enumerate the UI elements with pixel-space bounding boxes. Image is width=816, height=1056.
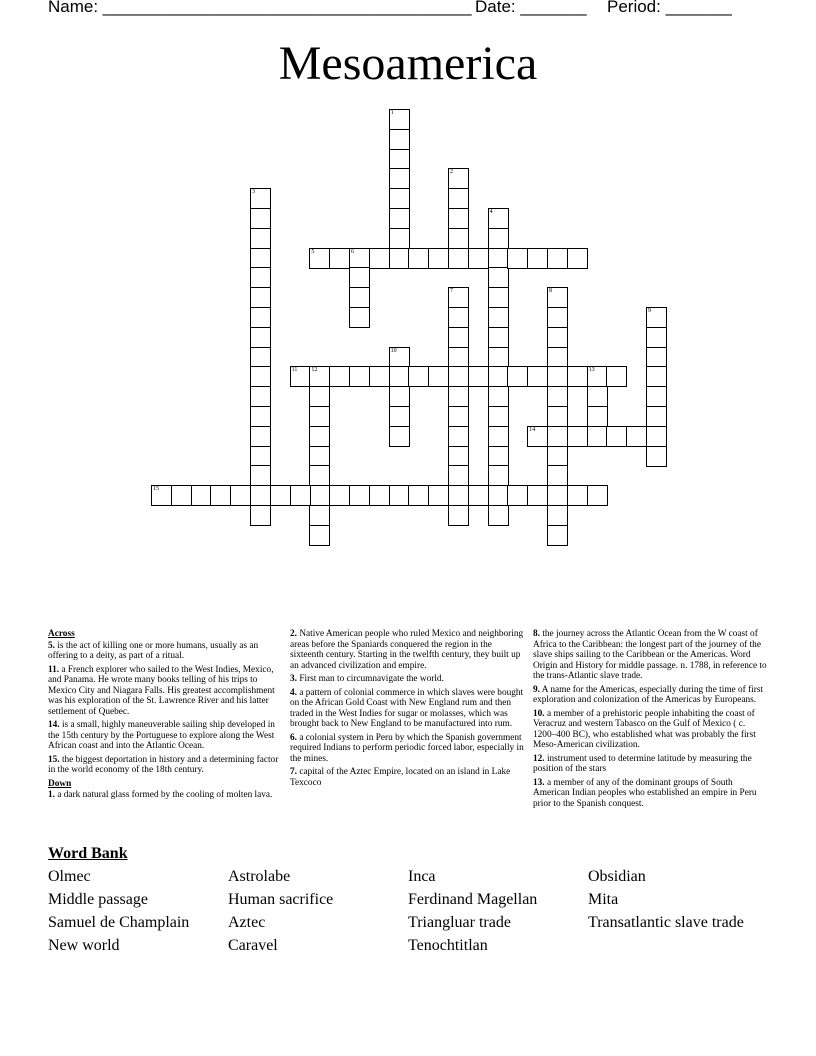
crossword-cell[interactable]: [567, 248, 588, 269]
clue-down-4: 4. a pattern of colonial commerce in which slaves were bought on the African Gold Coast with New England rum and then traded in the West Indies for sugar or molasses, which was brought back to New England to be manufactured into rum.: [290, 687, 524, 729]
crossword-cell[interactable]: [250, 228, 271, 249]
crossword-cell[interactable]: [448, 406, 469, 427]
clue-down-7: 7. capital of the Aztec Empire, located on an island in Lake Texcoco: [290, 767, 511, 788]
crossword-cell[interactable]: [448, 465, 469, 486]
crossword-cell[interactable]: [250, 406, 271, 427]
crossword-cell[interactable]: [389, 426, 410, 447]
crossword-cell[interactable]: [468, 248, 489, 269]
crossword-cell[interactable]: [646, 327, 667, 348]
crossword-cell[interactable]: [290, 485, 311, 506]
crossword-cell[interactable]: [488, 505, 509, 526]
crossword-cell[interactable]: [309, 386, 330, 407]
crossword-cell[interactable]: [448, 168, 469, 189]
crossword-cell[interactable]: [389, 406, 410, 427]
down-heading: Down: [48, 778, 72, 789]
crossword-cell[interactable]: [567, 426, 588, 447]
crossword-cell[interactable]: [527, 426, 548, 447]
crossword-cell[interactable]: [309, 248, 330, 269]
clue-across-5: 5. is the act of killing one or more humans, usually as an offering to a deity, as part of a ritual.: [48, 640, 259, 661]
crossword-cell[interactable]: [448, 188, 469, 209]
date-field-label: Date: _______: [475, 0, 587, 16]
crossword-cell[interactable]: [151, 485, 172, 506]
clues-column-1: [48, 629, 284, 804]
crossword-cell[interactable]: [448, 208, 469, 229]
word-bank-item: Astrolabe: [228, 868, 291, 885]
crossword-cell[interactable]: [389, 386, 410, 407]
crossword-cell[interactable]: [349, 248, 370, 269]
crossword-cell[interactable]: [448, 505, 469, 526]
crossword-cell[interactable]: [191, 485, 212, 506]
crossword-cell[interactable]: [547, 287, 568, 308]
crossword-cell[interactable]: [547, 426, 568, 447]
crossword-cell[interactable]: [488, 287, 509, 308]
across-heading: Across: [48, 629, 75, 639]
crossword-cell[interactable]: [448, 426, 469, 447]
word-bank-item: Olmec: [48, 868, 91, 885]
word-bank-title: Word Bank: [48, 845, 128, 862]
crossword-cell[interactable]: [547, 347, 568, 368]
crossword-cell[interactable]: [587, 485, 608, 506]
crossword-cell[interactable]: [527, 485, 548, 506]
clue-number: 3: [252, 189, 255, 196]
crossword-cell[interactable]: [646, 386, 667, 407]
crossword-cell[interactable]: [250, 366, 271, 387]
crossword-cell[interactable]: [349, 287, 370, 308]
crossword-cell[interactable]: [250, 327, 271, 348]
crossword-cell[interactable]: [448, 248, 469, 269]
crossword-cell[interactable]: [488, 366, 509, 387]
crossword-cell[interactable]: [507, 485, 528, 506]
crossword-cell[interactable]: [309, 525, 330, 546]
crossword-cell[interactable]: [488, 426, 509, 447]
crossword-cell[interactable]: [488, 347, 509, 368]
crossword-cell[interactable]: [389, 149, 410, 170]
word-bank-item: Human sacrifice: [228, 891, 334, 908]
crossword-cell[interactable]: [389, 129, 410, 150]
crossword-cell[interactable]: [250, 386, 271, 407]
crossword-cell[interactable]: [547, 248, 568, 269]
crossword-cell[interactable]: [309, 446, 330, 467]
crossword-cell[interactable]: [329, 248, 350, 269]
crossword-cell[interactable]: [547, 505, 568, 526]
crossword-cell[interactable]: [488, 307, 509, 328]
crossword-cell[interactable]: [626, 426, 647, 447]
crossword-cell[interactable]: [389, 228, 410, 249]
word-bank-item: Middle passage: [48, 891, 148, 908]
clue-number: 11: [291, 367, 298, 374]
crossword-cell[interactable]: [428, 248, 449, 269]
crossword-cell[interactable]: [527, 366, 548, 387]
clue-down-1: 1. a dark natural glass formed by the cooling of molten lava.: [48, 790, 273, 800]
clue-number: 6: [351, 248, 354, 255]
crossword-cell[interactable]: [587, 426, 608, 447]
crossword-cell[interactable]: [369, 485, 390, 506]
crossword-cell[interactable]: [448, 307, 469, 328]
crossword-cell[interactable]: [349, 307, 370, 328]
clue-down-3: 3. First man to circumnavigate the world.: [290, 674, 444, 684]
clue-down-9: 9. A name for the Americas, especially during the time of first exploration and colonization of the Americas by Europeans.: [533, 684, 764, 705]
crossword-cell[interactable]: [587, 366, 608, 387]
clue-down-13: 13. a member of any of the dominant groups of South American Indian peoples who established an empire in Peru prior to the Spanish conquest.: [533, 777, 757, 809]
crossword-cell[interactable]: [250, 267, 271, 288]
clue-number: 2: [450, 169, 453, 176]
crossword-cell[interactable]: [646, 347, 667, 368]
crossword-cell[interactable]: [606, 366, 627, 387]
crossword-cell[interactable]: [646, 446, 667, 467]
clue-down-12: 12. instrument used to determine latitude by measuring the position of the stars: [533, 753, 752, 774]
crossword-cell[interactable]: [488, 267, 509, 288]
crossword-cell[interactable]: [389, 366, 410, 387]
word-bank-item: Mita: [588, 891, 619, 908]
crossword-cell[interactable]: [389, 208, 410, 229]
crossword-cell[interactable]: [389, 248, 410, 269]
crossword-cell[interactable]: [646, 406, 667, 427]
crossword-cell[interactable]: [171, 485, 192, 506]
crossword-cell[interactable]: [428, 485, 449, 506]
clue-number: 4: [489, 209, 493, 215]
crossword-cell[interactable]: [309, 406, 330, 427]
crossword-cell[interactable]: [547, 485, 568, 506]
crossword-cell[interactable]: [646, 366, 667, 387]
crossword-cell[interactable]: [270, 485, 291, 506]
crossword-cell[interactable]: [349, 267, 370, 288]
crossword-cell[interactable]: [488, 465, 509, 486]
crossword-cell[interactable]: [389, 485, 410, 506]
crossword-cell[interactable]: [567, 485, 588, 506]
clue-down-8: 8. the journey across the Atlantic Ocean from the W coast of Africa to the Caribbean: the longest part of the journey of the slave ships sailing to the Caribbean or the Americas. Word Origin and History for middle passage. n. 1788, in reference to the trans-Atlantic slave trade.: [533, 629, 767, 681]
crossword-cell[interactable]: [428, 366, 449, 387]
crossword-cell[interactable]: [389, 188, 410, 209]
crossword-cell[interactable]: [389, 168, 410, 189]
crossword-cell[interactable]: [349, 485, 370, 506]
crossword-cell[interactable]: [488, 446, 509, 467]
crossword-cell[interactable]: [488, 248, 509, 269]
crossword-cell[interactable]: [547, 525, 568, 546]
clue-number: 10: [390, 347, 397, 354]
word-bank-item: Obsidian: [588, 868, 646, 885]
word-bank-item: Caravel: [228, 937, 278, 954]
crossword-cell[interactable]: [250, 347, 271, 368]
crossword-cell[interactable]: [290, 366, 311, 387]
clue-number: 15: [153, 486, 159, 493]
crossword-cell[interactable]: [448, 347, 469, 368]
crossword-cell[interactable]: [210, 485, 231, 506]
clue-number: 1: [390, 110, 394, 116]
crossword-cell[interactable]: [250, 188, 271, 209]
crossword-cell[interactable]: [250, 248, 271, 269]
clue-down-6: 6. a colonial system in Peru by which the Spanish government required Indians to perform periodic forced labor, especially in the mines.: [290, 732, 524, 764]
word-bank-item: Transatlantic slave trade: [588, 914, 744, 931]
crossword-cell[interactable]: [488, 485, 509, 506]
page-title: Mesoamerica: [278, 37, 538, 90]
crossword-cell[interactable]: [448, 287, 469, 308]
crossword-cell[interactable]: [250, 485, 271, 506]
clue-number: 12: [311, 367, 318, 374]
clue-number: 13: [588, 367, 595, 374]
crossword-cell[interactable]: [488, 406, 509, 427]
crossword-cell[interactable]: [646, 307, 667, 328]
crossword-cell[interactable]: [646, 426, 667, 447]
crossword-cell[interactable]: [250, 505, 271, 526]
name-field-label: Name: _______________________________________: [48, 0, 472, 16]
crossword-cell[interactable]: [488, 386, 509, 407]
word-bank-item: Triangluar trade: [408, 914, 511, 931]
crossword-cell[interactable]: [547, 327, 568, 348]
word-bank-item: Samuel de Champlain: [48, 914, 190, 931]
crossword-cell[interactable]: [329, 366, 350, 387]
crossword-cell[interactable]: [389, 109, 410, 130]
crossword-cell[interactable]: [250, 446, 271, 467]
crossword-cell[interactable]: [547, 446, 568, 467]
clue-number: 9: [648, 308, 651, 314]
crossword-cell[interactable]: [408, 366, 429, 387]
crossword-cell[interactable]: [547, 307, 568, 328]
crossword-cell[interactable]: [587, 386, 608, 407]
crossword-cell[interactable]: [250, 465, 271, 486]
crossword-cell[interactable]: [250, 287, 271, 308]
crossword-cell[interactable]: [369, 366, 390, 387]
crossword-cell[interactable]: [329, 485, 350, 506]
crossword-cell[interactable]: [488, 327, 509, 348]
clue-down-10: 10. a member of a prehistoric people inhabiting the coast of Veracruz and western Tabasco on the Gulf of Mexico ( c. 1200–400 BC), who established what was probably the first Meso-American civilization.: [533, 708, 756, 750]
crossword-cell[interactable]: [448, 446, 469, 467]
crossword-cell[interactable]: [230, 485, 251, 506]
clue-number: 7: [450, 288, 453, 295]
clue-number: 14: [529, 426, 536, 433]
crossword-cell[interactable]: [547, 386, 568, 407]
crossword-cell[interactable]: [369, 248, 390, 269]
crossword-cell[interactable]: [349, 366, 370, 387]
crossword-cell[interactable]: [389, 347, 410, 368]
crossword-cell[interactable]: [448, 485, 469, 506]
crossword-cell[interactable]: [250, 307, 271, 328]
clues-column-3: [533, 629, 767, 812]
crossword-cell[interactable]: [507, 366, 528, 387]
word-bank-item: Inca: [408, 868, 436, 885]
crossword-cell[interactable]: [309, 505, 330, 526]
clue-across-14: 14. is a small, highly maneuverable sailing ship developed in the 15th century by the Portuguese to explore along the West African coast and into the Atlantic Ocean.: [48, 720, 275, 751]
crossword-cell[interactable]: [488, 208, 509, 229]
crossword-cell[interactable]: [527, 248, 548, 269]
word-bank-item: Tenochtitlan: [408, 937, 488, 954]
crossword-cell[interactable]: [309, 426, 330, 447]
crossword-cell[interactable]: [309, 366, 330, 387]
crossword-cell[interactable]: [408, 248, 429, 269]
crossword-cell[interactable]: [547, 366, 568, 387]
period-field-label: Period: _______: [607, 0, 732, 16]
crossword-cell[interactable]: [448, 327, 469, 348]
crossword-cell[interactable]: [587, 406, 608, 427]
clue-across-15: 15. the biggest deportation in history and a determining factor in the world economy of the 18th century.: [48, 754, 279, 775]
word-bank-item: New world: [48, 937, 120, 954]
word-bank-item: Ferdinand Magellan: [408, 891, 538, 908]
word-bank-item: Aztec: [228, 914, 266, 931]
crossword-cell[interactable]: [448, 366, 469, 387]
crossword-cell[interactable]: [448, 228, 469, 249]
clue-down-2: 2. Native American people who ruled Mexico and neighboring areas before the Spaniards conquered the region in the sixteenth century. Starting in the twelfth century, they built up an advanced civilization and empire.: [290, 629, 524, 671]
clue-number: 8: [549, 288, 552, 295]
crossword-cell[interactable]: [309, 465, 330, 486]
crossword-cell[interactable]: [606, 426, 627, 447]
crossword-cell[interactable]: [408, 485, 429, 506]
crossword-cell[interactable]: [309, 485, 330, 506]
crossword-cell[interactable]: [567, 366, 588, 387]
crossword-cell[interactable]: [468, 366, 489, 387]
crossword-cell[interactable]: [448, 386, 469, 407]
crossword-cell[interactable]: [468, 485, 489, 506]
clue-across-11: 11. a French explorer who sailed to the West Indies, Mexico, and Panama. He wrote many books telling of his trips to Mexico City and Niagara Falls. His greatest accomplishment was his exploration of the St. Lawrence River and his latter settlement of Quebec.: [48, 664, 275, 717]
crossword-cell[interactable]: [250, 426, 271, 447]
clues-column-2: [290, 629, 526, 791]
clue-number: 5: [311, 248, 315, 255]
crossword-cell[interactable]: [547, 406, 568, 427]
crossword-cell[interactable]: [250, 208, 271, 229]
crossword-cell[interactable]: [488, 228, 509, 249]
crossword-cell[interactable]: [507, 248, 528, 269]
crossword-cell[interactable]: [547, 465, 568, 486]
